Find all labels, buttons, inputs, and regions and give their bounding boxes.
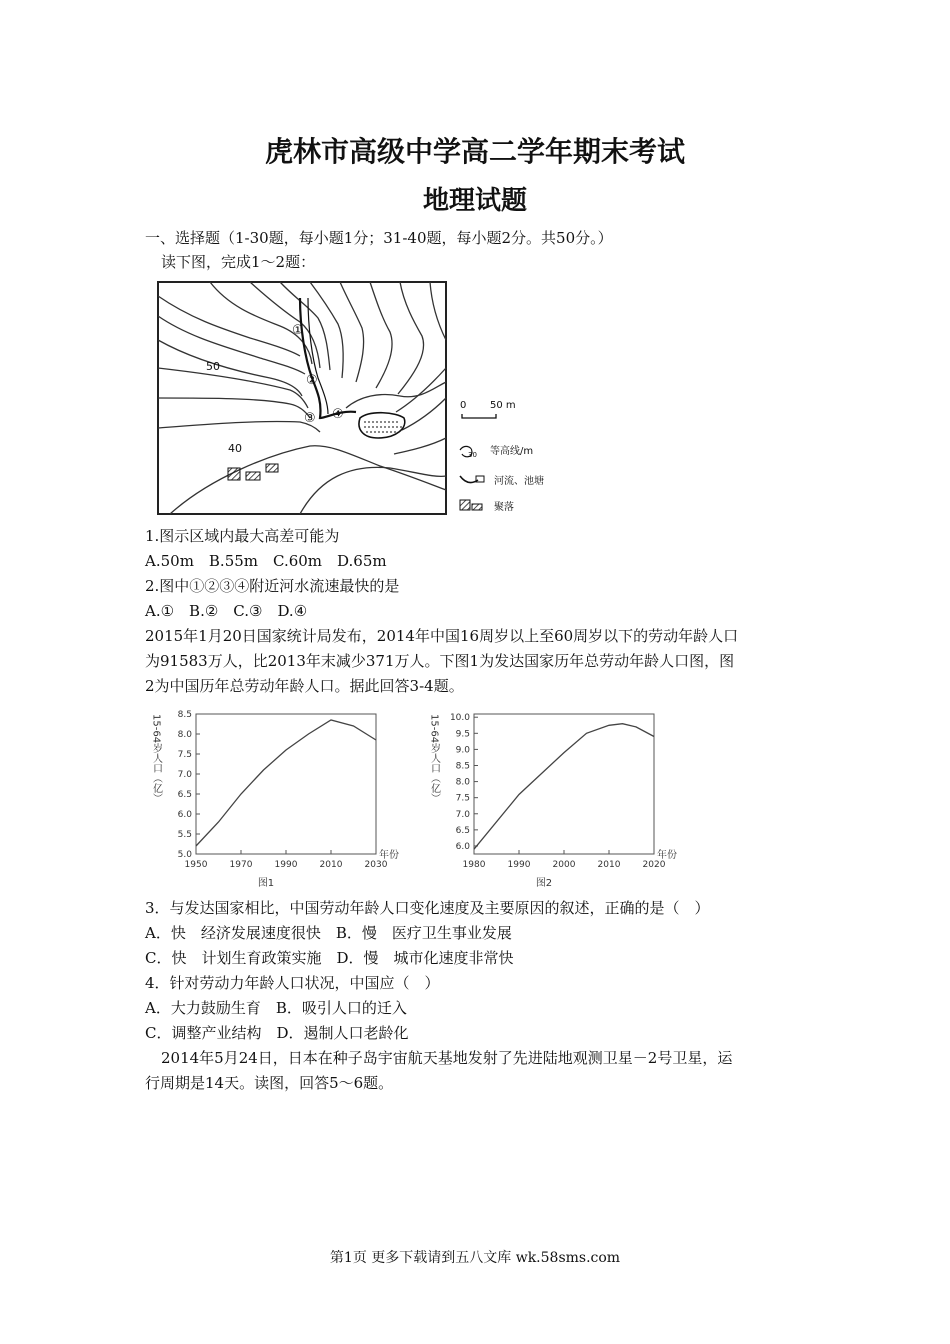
chart-1-xlabel: 年份	[379, 850, 399, 861]
chart-2-title: 图2	[535, 878, 553, 889]
chart-1-ytick-label-3: 6.5	[177, 790, 192, 800]
chart-1-xtick-label-2: 1990	[274, 860, 298, 870]
contour-labels	[206, 360, 242, 455]
legend	[460, 444, 544, 513]
marker-3: ③	[304, 411, 316, 426]
chart-2-xlabel: 年份	[657, 850, 677, 861]
chart-1-ytick-label-7: 8.5	[177, 710, 192, 720]
q1-stem: 1.图示区域内最大高差可能为	[145, 527, 340, 545]
chart-2-xtick-label-1: 1990	[507, 860, 531, 870]
chart-2-china	[428, 700, 718, 895]
marker-4: ④	[332, 407, 344, 422]
chart-1-xtick-label-3: 2010	[319, 860, 343, 870]
passage2-line1: 2015年1月20日国家统计局发布，2014年中国16周岁以上至60周岁以下的劳动年龄人口	[145, 627, 739, 645]
legend-settlement-label: 聚落	[494, 502, 514, 513]
q4-options-ab: A．大力鼓励生育 B．吸引人口的迁入	[145, 999, 407, 1017]
chart-1-developed-countries	[150, 700, 440, 895]
passage2-line2: 为91583万人，比2013年末减少371万人。下图1为发达国家历年总劳动年龄人口图，图	[145, 652, 735, 670]
chart-2-series-line	[474, 724, 654, 850]
contour-label-50: 50	[206, 360, 220, 373]
legend-river-label: 河流、池塘	[494, 476, 544, 487]
q2-stem: 2.图中①②③④附近河水流速最快的是	[145, 577, 400, 595]
q3-stem: 3．与发达国家相比，中国劳动年龄人口变化速度及主要原因的叙述，正确的是（ ）	[145, 899, 710, 917]
legend-contour-icon	[460, 446, 477, 459]
chart-2-plot-frame	[474, 714, 654, 854]
chart-1-title: 图1	[257, 878, 275, 889]
chart-2-ytick-label-5: 8.5	[455, 761, 470, 772]
chart-2-ytick-label-7: 9.5	[455, 729, 470, 740]
chart-1-ytick-label-0: 5.0	[177, 850, 192, 860]
q3-options-ab: A．快 经济发展速度很快 B．慢 医疗卫生事业发展	[145, 924, 512, 942]
passage3-line1: 2014年5月24日，日本在种子岛宇宙航天基地发射了先进陆地观测卫星－2号卫星，运	[161, 1049, 733, 1067]
river	[300, 298, 356, 418]
contour-map-figure	[150, 278, 560, 518]
chart-1-ytick-label-2: 6.0	[177, 810, 192, 820]
q4-options-cd: C．调整产业结构 D．遏制人口老龄化	[145, 1024, 409, 1042]
q3-options-cd: C．快 计划生育政策实施 D．慢 城市化速度非常快	[145, 949, 514, 967]
chart-1-xtick-label-1: 1970	[229, 860, 253, 870]
contour-label-40: 40	[228, 442, 242, 455]
page-footer: 第1页 更多下载请到五八文库 wk.58sms.com	[329, 1250, 621, 1266]
scale-bar	[460, 400, 516, 418]
section-heading: 一、选择题（1-30题，每小题1分；31-40题，每小题2分。共50分。）	[145, 229, 613, 247]
settlement-symbols	[228, 464, 278, 480]
passage2-line3: 2为中国历年总劳动年龄人口。据此回答3-4题。	[145, 677, 464, 695]
chart-2-xtick-label-3: 2010	[597, 860, 621, 870]
chart-1-ytick-label-5: 7.5	[177, 750, 192, 760]
legend-settlement-icon	[460, 500, 482, 510]
svg-text:30: 30	[468, 451, 477, 459]
pond	[359, 413, 405, 438]
exam-subtitle: 地理试题	[422, 186, 527, 216]
chart-2-ytick-label-1: 6.5	[455, 825, 470, 836]
marker-1: ①	[292, 323, 304, 338]
chart-2-ytick-label-2: 7.0	[455, 809, 470, 820]
exam-title: 虎林市高级中学高二学年期末考试	[264, 135, 685, 168]
chart-1-ytick-label-1: 5.5	[177, 830, 192, 840]
chart-1-xtick-label-4: 2030	[364, 860, 388, 870]
q1-options: A.50m B.55m C.60m D.65m	[145, 552, 387, 570]
marker-2: ②	[306, 373, 318, 388]
chart-1-plot-frame	[196, 714, 376, 854]
scale-zero: 0	[460, 400, 467, 411]
legend-contour-label: 等高线/m	[490, 446, 534, 457]
chart-2-ytick-label-6: 9.0	[455, 745, 470, 756]
chart-1-xtick-label-0: 1950	[184, 860, 208, 870]
intro-text: 读下图，完成1～2题：	[161, 253, 316, 271]
chart-2-xtick-label-0: 1980	[462, 860, 486, 870]
legend-river-icon	[460, 476, 484, 483]
scale-label: 50 m	[490, 400, 516, 411]
chart-1-ytick-label-6: 8.0	[177, 730, 192, 740]
q2-options: A.① B.② C.③ D.④	[145, 602, 308, 620]
chart-1-ytick-label-4: 7.0	[177, 770, 192, 780]
chart-2-ytick-label-0: 6.0	[455, 841, 470, 852]
chart-2-xtick-label-2: 2000	[552, 860, 576, 870]
chart-1-series-line	[196, 720, 376, 846]
chart-2-xtick-label-4: 2020	[642, 860, 666, 870]
contour-lines	[158, 282, 446, 514]
chart-2-ytick-label-8: 10.0	[449, 713, 470, 724]
chart-1-ylabel: 15-64岁人口（亿）	[150, 714, 162, 804]
q4-stem: 4．针对劳动力年龄人口状况，中国应（ ）	[145, 974, 440, 992]
chart-2-ytick-label-3: 7.5	[455, 793, 470, 804]
chart-2-ytick-label-4: 8.0	[455, 777, 470, 788]
passage3-line2: 行周期是14天。读图，回答5～6题。	[145, 1074, 394, 1092]
chart-2-ylabel: 15-64岁人口（亿）	[428, 714, 440, 804]
